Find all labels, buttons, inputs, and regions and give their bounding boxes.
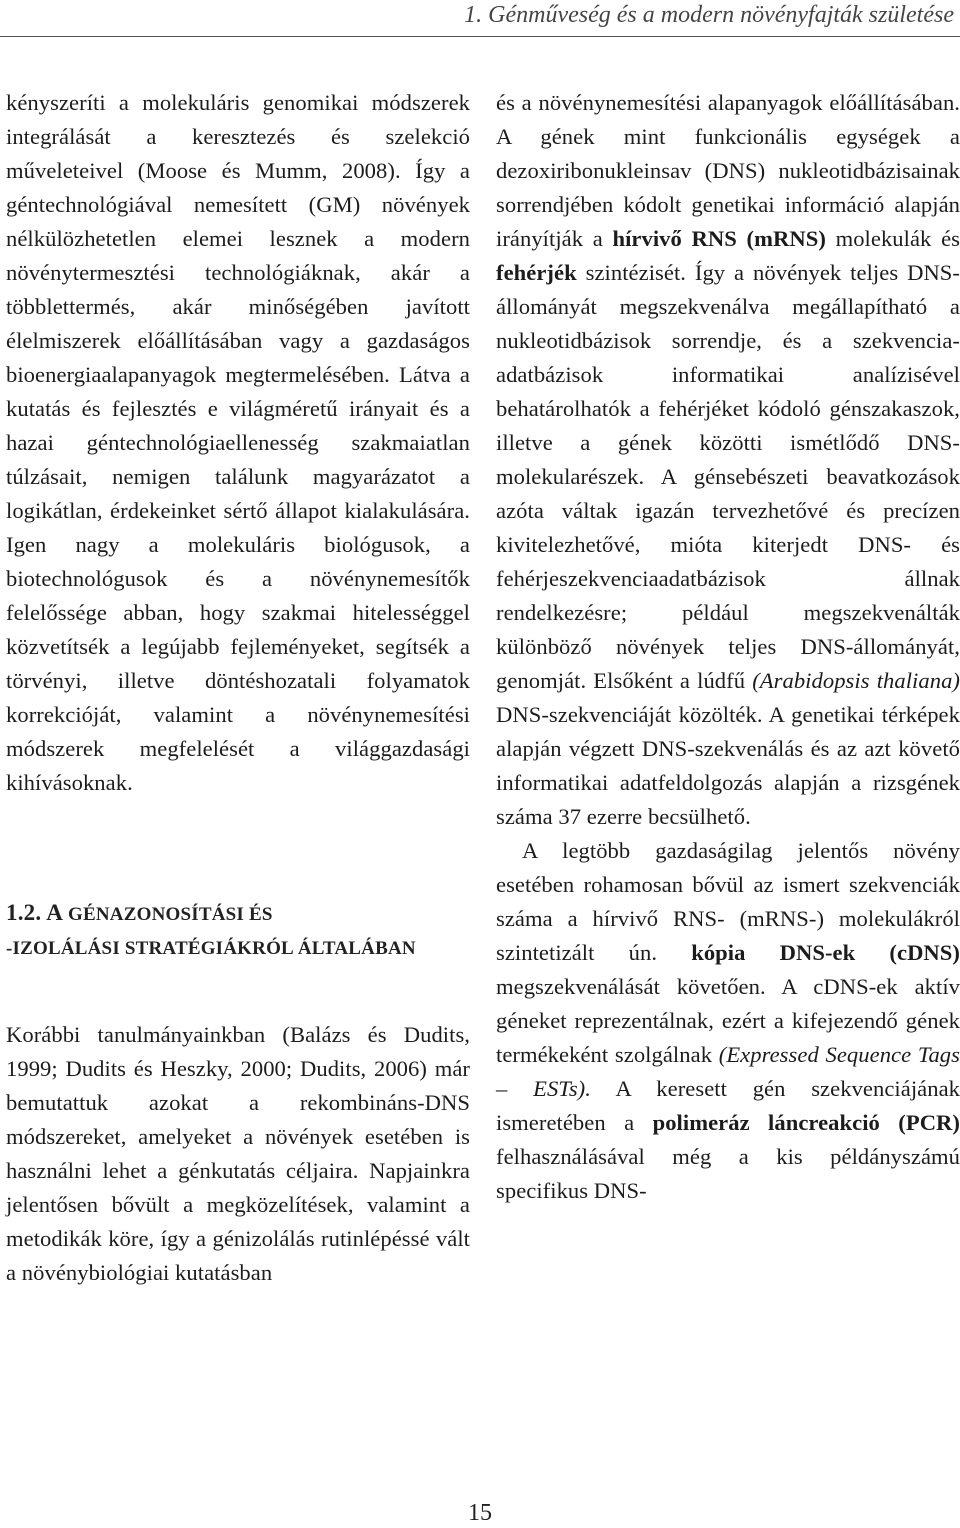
text-run: szintézisét. Így a növények teljes DNS-állományát megszekvenálva megállapítható a nukleotidbázisok sorrendje, és a szekvencia-adatbázisok informatikai analízisével behatárolhatók a fehérjéket kódoló génszakaszok, illetve a gének közötti ismétlődő DNS-molekularészek. A génsebészeti beavatkozások azóta váltak igazán tervezhetővé és precízen kivitelezhetővé, mióta kiterjedt DNS- és fehérjeszekvenciaadatbázisok állnak rendelkezésre; például megszekvenálták különböző növények teljes DNS-állományát, genomját. Elsőként a lúdfű [496, 260, 960, 693]
term-proteins: fehérjék [496, 260, 577, 285]
text-run: megszekvenálását követően. A cDNS-ek aktív géneket reprezentálnak, ezért a kifejezendő gének termékeként szolgálnak [496, 974, 960, 1067]
term-arabidopsis: (Arabidopsis thaliana) [752, 668, 960, 693]
term-mrns: hírvivő RNS (mRNS) [612, 226, 826, 251]
text-run: A keresett gén szekvenciájának ismeretében a [496, 1076, 960, 1135]
spacer [6, 800, 470, 896]
text-run: felhasználásával még a kis példányszámú specifikus DNS- [496, 1144, 960, 1203]
term-cdna: kópia DNS-ek (cDNS) [691, 940, 960, 965]
right-paragraph-2 [496, 834, 960, 1208]
section-heading [6, 896, 470, 966]
section-heading-rest: GÉNAZONOSÍTÁSI ÉS [68, 904, 273, 925]
text-run: DNS-szekvenciáját közölték. A genetikai térképek alapján végzett DNS-szekvenálás és az azt követő informatikai adatfeldolgozás alapján a rizsgének száma 37 ezerre becsülhető. [496, 702, 960, 829]
section-heading-initial: A [46, 900, 64, 925]
running-title: 1. Génműveség és a modern növényfajták születése [464, 2, 954, 28]
section-heading-line-1 [6, 896, 470, 932]
running-header [0, 0, 960, 37]
right-column [496, 86, 960, 1208]
left-paragraph-1: kényszeríti a molekuláris genomikai módszerek integrálását a keresztezés és szelekció műveleteivel (Moose és Mumm, 2008). Így a géntechnológiával nemesített (GM) növények nélkülözhetetlen elemei lesznek a modern növénytermesztési technológiáknak, akár a többlettermés, akár minőségében javított élelmiszerek előállításában vagy a gazdaságos bioenergiaalapanyagok megtermelésében. Látva a kutatás és fejlesztés e világméretű irányait és a hazai géntechnológiaellenesség szakmaiatlan túlzásait, nemigen találunk magyarázatot a logikátlan, érdekeinket sértő állapot kialakulására. Igen nagy a molekuláris biológusok, a biotechnológusok és a növénynemesítők felelőssége abban, hogy szakmai hitelességgel közvetítsék a legújabb fejleményeket, segítsék a törvényi, illetve döntéshozatali folyamatok korrekcióját, valamint a növénynemesítési módszerek megfelelését a világgazdasági kihívásoknak. [6, 90, 470, 795]
section-heading-line-2: -IZOLÁLÁSI STRATÉGIÁKRÓL ÁLTALÁBAN [6, 938, 416, 959]
text-run: és a növénynemesítési alapanyagok előállításában. A gének mint funkcionális egységek a dezoxiribonukleinsav (DNS) nukleotidbázisainak sorrendjében kódolt genetikai információ alapján irányítják a [496, 90, 960, 251]
term-ests: (Expressed Sequence Tags – ESTs). [496, 1042, 960, 1101]
text-run: molekulák és [825, 226, 960, 251]
text-run: A legtöbb gazdaságilag jelentős növény esetében rohamosan bővül az ismert szekvenciák száma a hírvivő RNS- (mRNS-) molekulákról szintetizált ún. [496, 838, 960, 965]
left-column [6, 86, 470, 1290]
page-number: 15 [468, 1500, 492, 1526]
left-paragraph-2: Korábbi tanulmányainkban (Balázs és Dudits, 1999; Dudits és Heszky, 2000; Dudits, 2006) már bemutattuk azokat a rekombináns-DNS módszereket, amelyeket a növények esetében is használni lehet a génkutatás céljaira. Napjainkra jelentősen bővült a megközelítések, valamint a metodikák köre, így a génizolálás rutinlépéssé vált a növénybiológiai kutatásban [6, 1022, 470, 1285]
right-paragraph-1 [496, 86, 960, 834]
spacer [6, 966, 470, 1018]
section-number: 1.2. [6, 900, 42, 925]
term-pcr: polimeráz láncreakció (PCR) [652, 1110, 960, 1135]
